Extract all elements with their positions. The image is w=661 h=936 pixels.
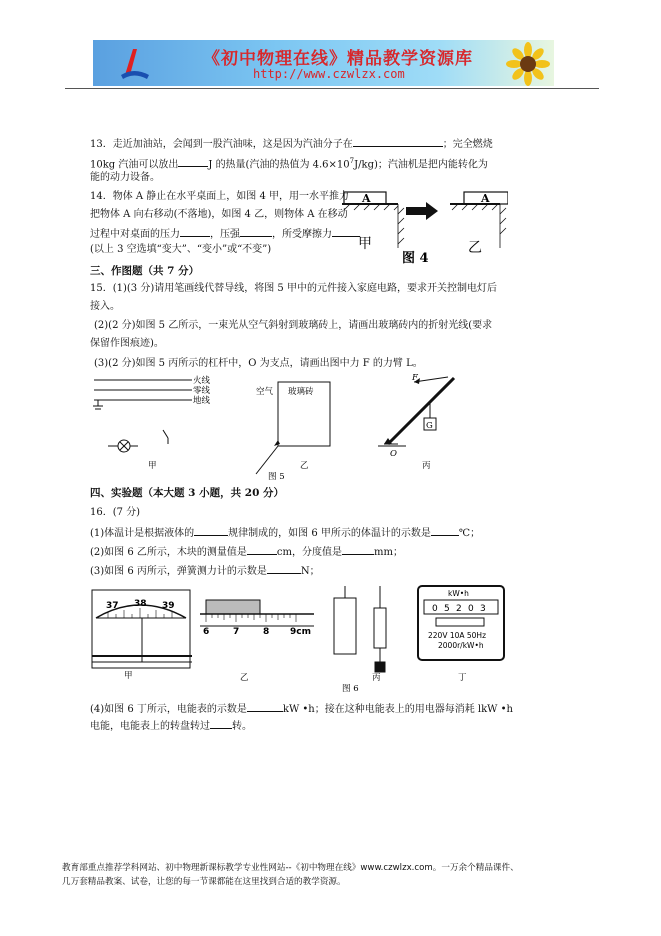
meter-spec-1: 220V 10A 50Hz xyxy=(428,631,487,640)
meter-digit-2: 5 xyxy=(444,604,450,614)
q16-4-text-a: (4)如图 6 丁所示，电能表的示数是 xyxy=(90,704,247,715)
q14-line3 xyxy=(90,227,360,241)
fig4-caption: 图 4 xyxy=(402,251,429,266)
q16-3-blank-1[interactable] xyxy=(267,564,301,574)
fig5-pivot: O xyxy=(390,449,397,459)
q15-1-line2: 接入。 xyxy=(90,301,120,312)
fig4-block-a2: A xyxy=(481,192,490,205)
q14-line2: 把物体 A 向右移动(不落地)，如图 4 乙，则物体 A 在移动 xyxy=(90,209,348,220)
header-rule xyxy=(65,88,599,89)
q16-3-text-a: (3)如图 6 丙所示，弹簧测力计的示数是 xyxy=(90,566,267,577)
q13-line3: 能的动力设备。 xyxy=(90,172,160,183)
q16-3-text-b: N； xyxy=(300,566,320,577)
q16-2 xyxy=(90,545,403,559)
thermo-tick-39: 39 xyxy=(162,601,175,611)
meter-digit-3: 2 xyxy=(456,604,462,614)
fig5-caption: 图 5 xyxy=(268,472,285,482)
fig5-label-bing: 丙 xyxy=(422,461,431,471)
footer-line1: 教育部重点推荐学科网站、初中物理新课标教学专业性网站--《初中物理在线》www.czwlzx.com。一万余个精品课件、 xyxy=(62,863,519,873)
fig5-wire-ground: 地线 xyxy=(193,396,211,406)
footer-line2: 几万套精品教案、试卷，让您的每一节课都能在这里找到合适的教学资源。 xyxy=(62,877,346,887)
q14-line1: 14．物体 A 静止在水平桌面上，如图 4 甲，用一水平推力 xyxy=(90,191,350,202)
fig6-label-yi: 乙 xyxy=(240,673,249,683)
site-logo-icon xyxy=(117,45,151,81)
q14-blank-1[interactable] xyxy=(180,227,210,237)
header-banner xyxy=(93,40,554,86)
fig6-label-bing: 丙 xyxy=(372,673,381,683)
section4-heading: 四、实验题（本大题 3 小题，共 20 分） xyxy=(90,487,285,499)
q16-1-blank-2[interactable] xyxy=(431,526,459,536)
thermo-tick-38: 38 xyxy=(134,599,147,609)
q16-2-text-b: cm，分度值是 xyxy=(276,547,342,558)
q16-2-blank-1[interactable] xyxy=(247,545,277,555)
q15-1-line1: 15．(1)(3 分)请用笔画线代替导线，将图 5 甲中的元件接入家庭电路，要求开关控制电灯后 xyxy=(90,283,497,294)
q16-heading: 16．(7 分) xyxy=(90,507,141,518)
q15-2-line2: 保留作图痕迹)。 xyxy=(90,338,164,349)
fig5-glass: 玻璃砖 xyxy=(288,387,314,397)
q15-3-line: (3)(2 分)如图 5 丙所示的杠杆中，O 为支点，请画出图中力 F 的力臂 L。 xyxy=(94,358,423,369)
fig5-wire-live: 火线 xyxy=(193,376,211,386)
q15-2-line1: (2)(2 分)如图 5 乙所示，一束光从空气斜射到玻璃砖上，请画出玻璃砖内的折射光线(要求 xyxy=(94,320,493,331)
meter-digit-1: 0 xyxy=(432,604,438,614)
figure-5 xyxy=(88,372,464,482)
q16-1-blank-1[interactable] xyxy=(194,526,228,536)
q13-text-d: J 的热量(汽油的热值为 4.6×10 xyxy=(208,159,350,171)
meter-digit-5: 3 xyxy=(480,604,486,614)
q13-text-b: ；完全燃烧 xyxy=(442,139,493,150)
q14-blank-2[interactable] xyxy=(240,227,272,237)
q14-text-a: 过程中对桌面的压力 xyxy=(90,229,180,240)
q13-text-e: J/kg)；汽油机是把内能转化为 xyxy=(354,159,488,171)
q16-4-text-b: kW •h；接在这种电能表上的用电器每消耗 lkW •h xyxy=(282,704,513,715)
q14-text-b: ，压强 xyxy=(210,229,240,240)
figure-4 xyxy=(336,184,508,268)
ruler-tick-6: 6 xyxy=(203,627,210,637)
q16-1-text-b: 规律制成的，如图 6 甲所示的体温计的示数是 xyxy=(228,528,431,539)
ruler-tick-9cm: 9cm xyxy=(290,627,311,637)
fig4-label-jia: 甲 xyxy=(358,236,372,252)
q16-4-line2 xyxy=(90,719,252,733)
q13-text-c: 10kg 汽油可以放出 xyxy=(90,159,179,171)
q16-4-text-d: 转。 xyxy=(232,721,252,732)
q16-1-text-a: (1)体温计是根据液体的 xyxy=(90,528,195,539)
light-ray-arrow-icon xyxy=(274,440,280,446)
section3-heading: 三、作图题（共 7 分） xyxy=(90,265,200,277)
meter-spec-2: 2000r/kW•h xyxy=(438,641,484,650)
q13-exponent: 7 xyxy=(349,157,355,165)
fig6-caption: 图 6 xyxy=(342,684,359,694)
q16-1-text-c: ℃； xyxy=(458,528,481,539)
figure-6 xyxy=(88,578,512,696)
q16-4-blank-1[interactable] xyxy=(247,702,283,712)
q16-3 xyxy=(90,564,320,578)
fig5-air: 空气 xyxy=(256,387,274,397)
q16-2-text-c: mm； xyxy=(373,547,403,558)
sunflower-icon xyxy=(506,42,550,86)
q16-4-line1 xyxy=(90,702,513,716)
q13-blank-2[interactable] xyxy=(178,157,208,167)
q14-line4: (以上 3 空选填“变大”、“变小”或“不变”) xyxy=(90,244,272,255)
ruler-tick-7: 7 xyxy=(233,627,240,637)
fig5-wire-neutral: 零线 xyxy=(193,386,211,396)
fig5-weight: G xyxy=(426,421,433,431)
meter-digit-4: 0 xyxy=(468,604,474,614)
fig4-label-yi: 乙 xyxy=(468,240,482,256)
header-title: 《初中物理在线》精品教学资源库 xyxy=(203,49,473,69)
q13-line2 xyxy=(90,155,488,171)
q16-1 xyxy=(90,526,480,540)
fig6-label-ding: 丁 xyxy=(458,673,467,683)
q16-4-blank-2[interactable] xyxy=(210,719,232,729)
q13-line1 xyxy=(90,137,493,151)
fig6-label-jia: 甲 xyxy=(124,671,133,681)
thermo-tick-37: 37 xyxy=(106,601,119,611)
q16-2-blank-2[interactable] xyxy=(342,545,374,555)
header-url: http://www.czwlzx.com xyxy=(253,67,405,81)
fig5-label-jia: 甲 xyxy=(148,461,157,471)
meter-unit: kW•h xyxy=(448,589,469,598)
q16-4-text-c: 电能，电能表上的转盘转过 xyxy=(90,721,210,732)
q13-text-a: 13．走近加油站，会闻到一股汽油味，这是因为汽油分子在 xyxy=(90,139,353,150)
fig5-force: F xyxy=(412,373,418,383)
ruler-tick-8: 8 xyxy=(263,627,270,637)
q16-2-text-a: (2)如图 6 乙所示，木块的测量值是 xyxy=(90,547,247,558)
push-arrow-icon xyxy=(406,202,438,220)
fig5-label-yi: 乙 xyxy=(300,461,309,471)
q14-text-c: ，所受摩擦力 xyxy=(272,229,332,240)
q13-blank-1[interactable] xyxy=(353,137,443,147)
fig4-block-a: A xyxy=(362,192,371,205)
